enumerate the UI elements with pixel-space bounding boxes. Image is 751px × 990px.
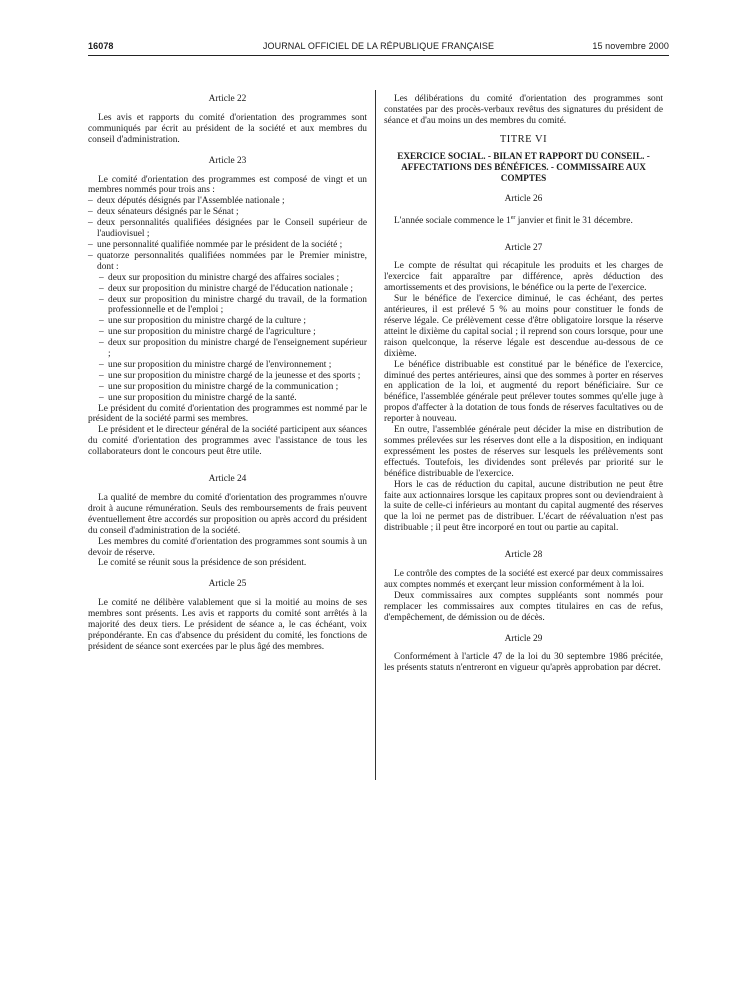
list-item: – une sur proposition du ministre chargé de la jeunesse et des sports ; xyxy=(99,371,367,382)
article-25-title: Article 25 xyxy=(208,579,247,590)
article-27-paragraph: En outre, l'assemblée générale peut décider la mise en distribution de sommes prélevées sur les réserves dont elle a la disposition, en indiquant expressément les postes de réserves sur lesquels les prélèvements sont effectués. Toutefois, les dividendes sont prélevés par priorité sur le bénéfice distribuable de l'exercice. xyxy=(384,425,663,479)
list-item: – deux députés désignés par l'Assemblée nationale ; xyxy=(88,196,367,207)
list-item: – deux sur proposition du ministre chargé du travail, de la formation professionnelle et de l'emploi ; xyxy=(99,295,367,317)
list-item: – deux personnalités qualifiées désignées par le Conseil supérieur de l'audiovisuel ; xyxy=(88,218,367,240)
article-27-title: Article 27 xyxy=(504,242,543,253)
list-item: – une sur proposition du ministre chargé de la culture ; xyxy=(99,316,367,327)
article-23-paragraph: Le président et le directeur général de la société participent aux séances du comité d'orientation des programmes avec l'assistance de tous les collaborateurs dont le concours peut être utile. xyxy=(88,425,367,458)
list-item: – une personnalité qualifiée nommée par le président de la société ; xyxy=(88,240,367,251)
list-item: – quatorze personnalités qualifiées nommées par le Premier ministre, dont : xyxy=(88,251,367,273)
list-item: – une sur proposition du ministre chargé de la santé. xyxy=(99,393,367,404)
article-23-title: Article 23 xyxy=(208,155,247,166)
article-25-paragraph: Le comité ne délibère valablement que si la moitié au moins de ses membres sont présents. Les avis et rapports du comité sont arrêtés à la majorité des deux tiers. Le président de séance a, le cas échéant, voix prépondérante. En cas d'absence du président du comité, les fonctions de président de séance sont exercées par le plus âgé des membres. xyxy=(88,598,367,652)
article-27-paragraph: Le bénéfice distribuable est constitué par le bénéfice de l'exercice, diminué des pertes antérieures, ainsi que des sommes à porter en réserves en application de la loi, et augmenté du report bénéficiaire. Sur ce bénéfice, l'assemblée générale peut prélever toutes sommes qu'elle juge à propos d'affecter à la dotation de tous fonds de réserves facultatives ou de reporter à nouveau. xyxy=(384,359,663,425)
titre-heading: TITRE VI xyxy=(499,133,548,145)
list-item: – deux sénateurs désignés par le Sénat ; xyxy=(88,207,367,218)
member-list xyxy=(88,196,367,272)
article-29-paragraph: Conformément à l'article 47 de la loi du 30 septembre 1986 précitée, les présents statuts n'entreront en vigueur qu'après approbation par décret. xyxy=(384,652,663,674)
list-item: – une sur proposition du ministre chargé de la communication ; xyxy=(99,382,367,393)
column-divider xyxy=(375,90,376,780)
list-item: – deux sur proposition du ministre chargé de l'éducation nationale ; xyxy=(99,284,367,295)
ordinal-suffix: er xyxy=(510,214,516,221)
article-24-paragraph: Le comité se réunit sous la présidence de son président. xyxy=(98,558,307,569)
list-item: – une sur proposition du ministre chargé de l'environnement ; xyxy=(99,360,367,371)
list-item: – une sur proposition du ministre chargé de l'agriculture ; xyxy=(99,327,367,338)
article-24-paragraph: Les membres du comité d'orientation des programmes sont soumis à un devoir de réserve. xyxy=(88,536,367,558)
article-22-text: Les avis et rapports du comité d'orientation des programmes sont communiqués par écrit au président de la société et aux membres du conseil d'administration. xyxy=(88,112,367,145)
article-28-title: Article 28 xyxy=(504,550,543,561)
article-27-paragraph: Hors le cas de réduction du capital, aucune distribution ne peut être faite aux actionnaires lorsque les capitaux propres sont ou deviendraient à la suite de celle-ci inférieurs au montant du capital augmenté des réserves que la loi ne permet pas de distribuer. L'écart de réévaluation n'est pas distribuable ; il peut être incorporé en tout ou partie au capital. xyxy=(384,479,663,534)
article-24-title: Article 24 xyxy=(208,474,247,485)
page-number: 16078 xyxy=(88,41,114,51)
article-28-paragraph: Le contrôle des comptes de la société est exercé par deux commissaires aux comptes nommés et exerçant leur mission conformément à la loi. xyxy=(384,569,663,590)
publication-date: 15 novembre 2000 xyxy=(592,41,669,51)
left-column xyxy=(88,94,367,653)
article-22-title: Article 22 xyxy=(208,94,247,104)
article-27-paragraph: Le compte de résultat qui récapitule les produits et les charges de l'exercice fait apparaître par différence, après déduction des amortissements et des provisions, le bénéfice ou la perte de l'exercice. xyxy=(384,261,663,294)
page-header xyxy=(88,41,669,55)
article-26-text-end: janvier et finit le 31 décembre. xyxy=(515,215,633,226)
article-23-intro: Le comité d'orientation des programmes est composé de vingt et un membres nommés pour trois ans : xyxy=(88,174,367,196)
article-25-continuation: Les délibérations du comité d'orientation des programmes sont constatées par des procès-verbaux revêtus des signatures du président de séance et d'au moins un des membres du comité. xyxy=(384,94,663,126)
article-29-title: Article 29 xyxy=(504,633,543,644)
right-column xyxy=(384,94,663,674)
article-28-paragraph: Deux commissaires aux comptes suppléants sont nommés pour remplacer les commissaires aux comptes titulaires en cas de refus, d'empêchement, de démission ou de décès. xyxy=(384,590,663,623)
article-26-text xyxy=(384,213,663,227)
list-item: – deux sur proposition du ministre chargé des affaires sociales ; xyxy=(99,273,367,284)
article-24-paragraph: La qualité de membre du comité d'orientation des programmes n'ouvre droit à aucune rémunération. Seuls des remboursements de frais peuvent éventuellement être accordés sur proposition ou après accord du président du conseil d'administration de la société. xyxy=(88,493,367,536)
list-item: – deux sur proposition du ministre chargé de l'enseignement supérieur ; xyxy=(99,338,367,360)
ministry-sublist xyxy=(99,273,367,404)
journal-title: JOURNAL OFFICIEL DE LA RÉPUBLIQUE FRANÇAISE xyxy=(262,41,495,51)
article-27-paragraph: Sur le bénéfice de l'exercice diminué, le cas échéant, des pertes antérieures, il est prélevé 5 % au moins pour constituer le fonds de réserve légale. Ce prélèvement cesse d'être obligatoire lorsque la réserve atteint le dixième du capital social ; il reprend son cours lorsque, pour une raison quelconque, la réserve légale est descendue au-dessous de ce dixième. xyxy=(384,294,663,359)
article-26-title: Article 26 xyxy=(504,193,543,204)
section-heading: EXERCICE SOCIAL. - BILAN ET RAPPORT DU CONSEIL. - AFFECTATIONS DES BÉNÉFICES. - COMMISSAIRE AUX COMPTES xyxy=(397,150,650,183)
article-26-text-start: L'année sociale commence le 1 xyxy=(394,215,511,226)
article-23-paragraph: Le président du comité d'orientation des programmes est nommé par le président de la société parmi ses membres. xyxy=(88,403,367,425)
header-rule xyxy=(88,55,669,56)
